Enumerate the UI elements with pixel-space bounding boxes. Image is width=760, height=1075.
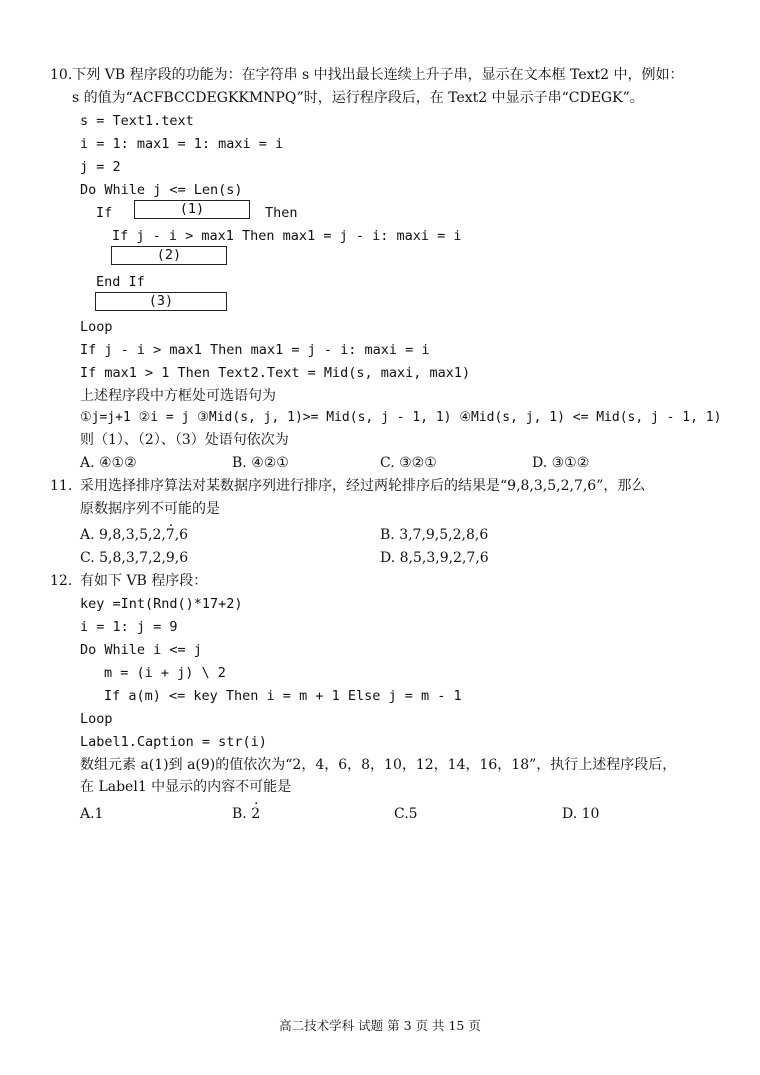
q10-blank-box-3: (3) [95,292,227,311]
q10-code-line: s = Text1.text [80,113,194,129]
q10-choices-intro: 上述程序段中方框处可选语句为 [80,388,276,404]
q12-option-d: D. 10 [562,806,600,822]
q11-option-d: D. 8,5,3,9,2,7,6 [380,550,489,566]
q10-option-b: B. ④②① [232,455,289,471]
q11-emphasis: 不可能 [150,501,192,517]
q12-desc-line1: 数组元素 a(1)到 a(9)的值依次为“2，4，6，8，10，12，14，16，18”，执行上述程序段后， [80,757,677,773]
q11-stem-text: 原数据序列 [80,501,150,517]
q12-desc-line2 [80,778,291,796]
q10-if-keyword: If [96,205,113,221]
q12-option-c: C.5 [394,806,418,822]
q10-question: 则（1）、（2）、（3）处语句依次为 [80,432,289,448]
q10-stem-line2: s 的值为“ACFBCCDEGKKMNPQ”时，运行程序段后，在 Text2 中显示子串“CDEGK”。 [72,90,644,106]
q11-stem-line1: 采用选择排序算法对某数据序列进行排序，经过两轮排序后的结果是“9,8,3,5,2,7,6”，那么 [80,478,646,494]
q10-code-line: End If [96,274,145,290]
q10-then-keyword: Then [265,205,298,221]
q10-blank-box-1: (1) [134,200,250,219]
q10-code-line: Loop [80,319,113,335]
q10-code-line: If max1 > 1 Then Text2.Text = Mid(s, maxi, max1) [80,365,471,381]
q10-option-d: D. ③①② [532,455,590,471]
q10-code-line: Do While j <= Len(s) [80,182,243,198]
q10-code-line: If j - i > max1 Then max1 = j - i: maxi = i [80,342,430,358]
q10-stem-line1: 10.下列 VB 程序段的功能为：在字符串 s 中找出最长连续上升子串，显示在文本框 Text2 中，例如： [50,67,684,83]
q12-code-line: Label1.Caption = str(i) [80,734,267,750]
q12-code-line: Do While i <= j [80,642,202,658]
q12-option-b: B. 2 [232,806,261,822]
q10-code-line: j = 2 [80,159,121,175]
q10-code-line: If j - i > max1 Then max1 = j - i: maxi = i [112,228,462,244]
q12-desc-text: 是 [277,779,292,795]
q11-number: 11. [50,478,73,494]
q12-desc-text: 在 Label1 中显示的内容 [80,779,236,795]
q10-blank-box-2: (2) [111,246,227,265]
q12-code-line: key =Int(Rnd()*17+2) [80,596,243,612]
q12-stem: 有如下 VB 程序段： [80,573,208,589]
q10-option-c: C. ③②① [380,455,437,471]
q10-option-a: A. ④①② [80,455,137,471]
q11-stem-line2 [80,500,220,518]
page-footer: 高二技术学科 试题 第 3 页 共 15 页 [279,1018,481,1033]
q11-option-a: A. 9,8,3,5,2,7,6 [80,527,189,543]
q12-code-line: i = 1: j = 9 [80,619,178,635]
q12-code-line: If a(m) <= key Then i = m + 1 Else j = m - 1 [104,688,462,704]
q11-stem-text: 的是 [192,501,220,517]
q11-option-c: C. 5,8,3,7,2,9,6 [80,550,189,566]
q11-option-b: B. 3,7,9,5,2,8,6 [380,527,489,543]
q12-emphasis: 不可能 [235,779,278,795]
q12-code-line: m = (i + j) \ 2 [104,665,226,681]
q12-option-a: A.1 [80,806,104,822]
q10-choices: ①j=j+1 ②i = j ③Mid(s, j, 1)>= Mid(s, j - 1, 1) ④Mid(s, j, 1) <= Mid(s, j - 1, 1) [80,410,722,425]
q12-number: 12. [50,573,73,589]
q10-code-line: i = 1: max1 = 1: maxi = i [80,136,284,152]
q12-code-line: Loop [80,711,113,727]
